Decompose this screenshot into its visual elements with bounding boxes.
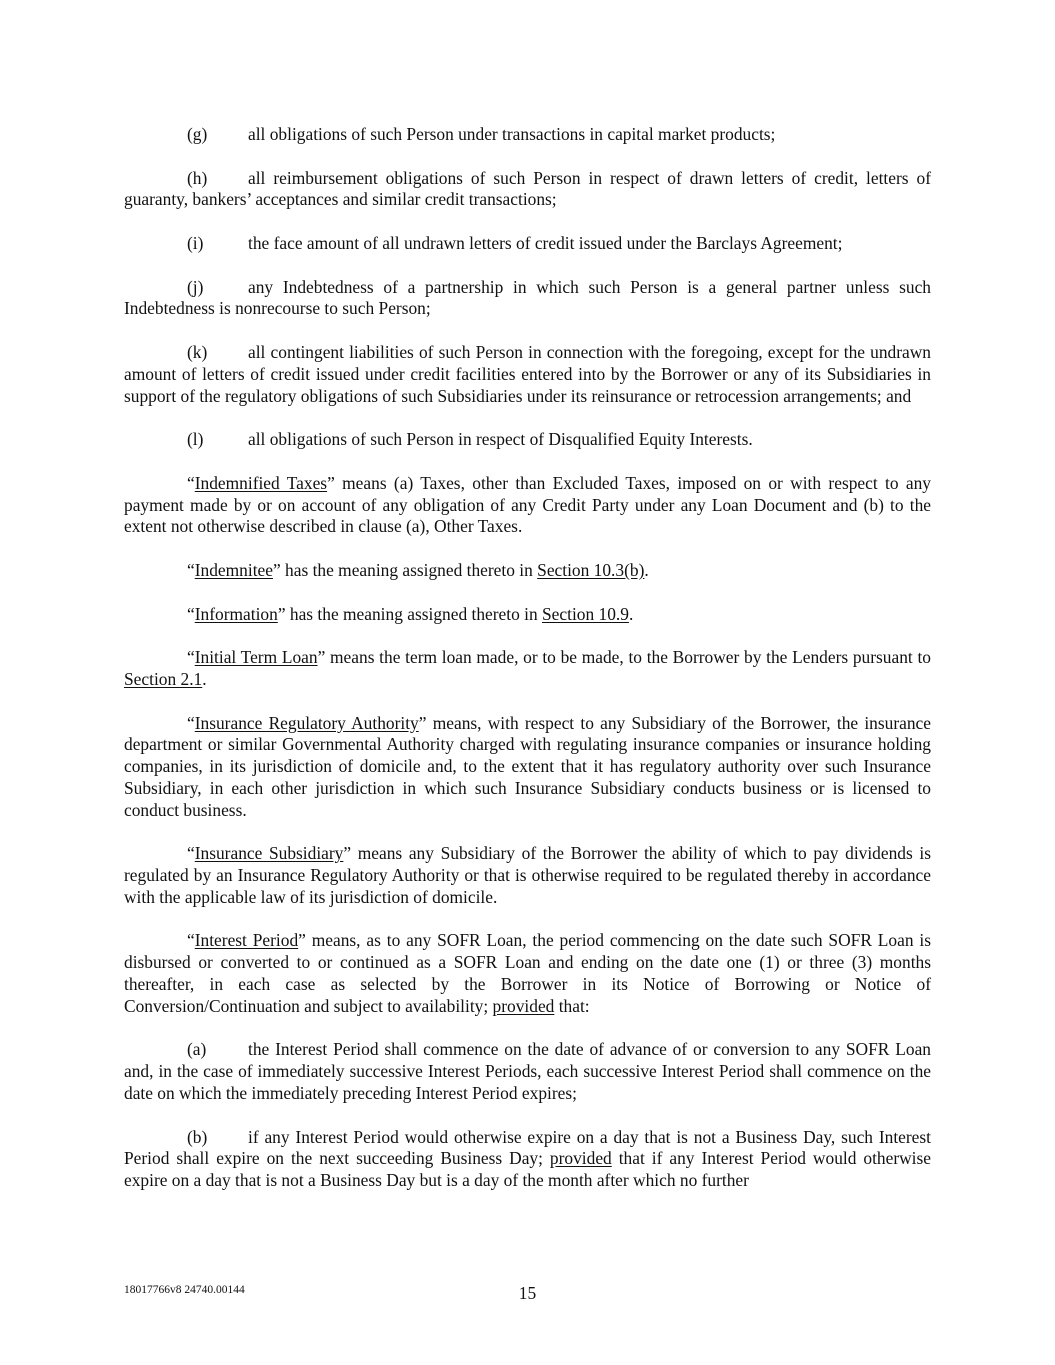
defined-term: Information xyxy=(194,603,278,624)
clause-g xyxy=(124,124,931,146)
definition-indemnitee: “Indemnitee” has the meaning assigned thereto in Section 10.3(b). xyxy=(187,559,649,580)
clause-i xyxy=(124,233,931,255)
proviso-term: provided xyxy=(492,995,555,1016)
definition-text: has the meaning assigned thereto in xyxy=(285,603,542,624)
definition-text: has the meaning assigned thereto in xyxy=(280,559,538,580)
defined-term: Insurance Regulatory Authority xyxy=(194,712,419,733)
clause-text: all reimbursement obligations of such Person in respect of drawn letters of credit, letters of guaranty, bankers’ acceptances and similar credit transactions; xyxy=(124,167,931,210)
clause-h xyxy=(124,168,931,212)
clause-label: (k) xyxy=(187,341,208,362)
defined-term: Interest Period xyxy=(194,930,299,951)
page-number: 15 xyxy=(518,1283,537,1303)
definition-text: means any Subsidiary of the Borrower the ability of which to pay dividends is regulated by an Insurance Regulatory Authority or that is otherwise required to be regulated thereby in accordance with the applicable law of its jurisdiction of domicile. xyxy=(124,843,931,907)
clause-label: (i) xyxy=(187,232,204,253)
clause-j xyxy=(124,277,931,321)
definition-insurance-subsidiary: “Insurance Subsidiary” means any Subsidiary of the Borrower the ability of which to pay dividends is regulated by an Insurance Regulatory Authority or that is otherwise required to be regulated thereby in accordance with the applicable law of its jurisdiction of domicile. xyxy=(124,843,931,907)
clause-text: if any Interest Period would otherwise expire on a day that is not a Business Day, such Interest Period shall expire on the next succeeding Business Day; xyxy=(124,1126,931,1169)
definition-initial-term-loan: “Initial Term Loan” means the term loan made, or to be made, to the Borrower by the Lenders pursuant to Section 2.1. xyxy=(124,647,931,689)
definition-text: means (a) Taxes, other than Excluded Taxes, imposed on or with respect to any payment made by or on account of any obligation of any Credit Party under any Loan Document and (b) to the extent not otherwise described in clause (a), Other Taxes. xyxy=(124,472,932,537)
section-reference: Section 10.9 xyxy=(542,603,629,624)
clause-text-continued: that if any Interest Period would otherwise expire on a day that is not a Business Day but is a day of the month after which no further xyxy=(124,1148,931,1191)
defined-term: Indemnitee xyxy=(194,559,273,580)
clause-label: (a) xyxy=(187,1039,207,1060)
definition-information: “Information” has the meaning assigned thereto in Section 10.9. xyxy=(187,603,634,624)
definition-text: means, with respect to any Subsidiary of the Borrower, the insurance department or similar Governmental Authority charged with regulating insurance companies or insurance holding companies, in its jurisdiction of domicile and, to the extent that it has regulatory authority over such Insurance Subsidiary, in each other jurisdiction in which such Insurance Subsidiary conducts business or is licensed to conduct business. xyxy=(124,712,931,820)
clause-text: all obligations of such Person under transactions in capital market products; xyxy=(248,124,776,144)
definition-text: means, as to any SOFR Loan, the period commencing on the date such SOFR Loan is disbursed or converted to or continued as a SOFR Loan and ending on the date one (1) or three (3) months thereafter, in each case as selected by the Borrower in its Notice of Borrowing or Notice of Conversion/Continuation and subject to availability; xyxy=(124,930,931,1016)
document-id: 18017766v8 24740.00144 xyxy=(124,1284,245,1296)
section-reference: Section 10.3(b) xyxy=(537,559,645,580)
definition-insurance-regulatory-authority: “Insurance Regulatory Authority” means, with respect to any Subsidiary of the Borrower, the insurance department or similar Governmental Authority charged with regulating insurance companies or insurance holding companies, in its jurisdiction of domicile and, to the extent that it has regulatory authority over such Insurance Subsidiary, in each other jurisdiction in which such Insurance Subsidiary conducts business or is licensed to conduct business. xyxy=(124,712,931,820)
proviso-term: provided xyxy=(549,1148,612,1169)
clause-b xyxy=(124,1127,931,1192)
clause-label: (g) xyxy=(187,124,208,144)
clause-l xyxy=(124,429,931,451)
clause-label: (l) xyxy=(187,429,204,450)
clause-text: all contingent liabilities of such Person in connection with the foregoing, except for the undrawn amount of letters of credit issued under credit facilities entered into by the Borrower or any of its Subsidiaries in support of the regulatory obligations of such Subsidiaries under its reinsurance or retrocession arrangements; and xyxy=(124,341,931,406)
defined-term: Insurance Subsidiary xyxy=(194,843,344,864)
clause-k xyxy=(124,342,931,407)
definition-interest-period: “Interest Period” means, as to any SOFR Loan, the period commencing on the date such SOFR Loan is disbursed or converted to or continued as a SOFR Loan and ending on the date one (1) or three (3) months thereafter, in each case as selected by the Borrower in its Notice of Borrowing or Notice of Conversion/Continuation and subject to availability; provided that: xyxy=(124,930,931,1016)
clause-label: (j) xyxy=(187,276,204,297)
clause-text: the Interest Period shall commence on the date of advance of or conversion to any SOFR Loan and, in the case of immediately successive Interest Periods, each successive Interest Period shall commence on the date on which the immediately preceding Interest Period expires; xyxy=(124,1039,931,1104)
clause-text: any Indebtedness of a partnership in which such Person is a general partner unless such Indebtedness is nonrecourse to such Person; xyxy=(124,276,931,319)
clause-text: all obligations of such Person in respect of Disqualified Equity Interests. xyxy=(248,429,753,450)
definition-text: means the term loan made, or to be made, to the Borrower by the Lenders pursuant to xyxy=(325,647,931,668)
clause-label: (h) xyxy=(187,167,208,188)
clause-text: the face amount of all undrawn letters of credit issued under the Barclays Agreement; xyxy=(248,232,843,253)
clause-a xyxy=(124,1039,931,1104)
defined-term: Initial Term Loan xyxy=(194,647,318,668)
definition-indemnified-taxes: “Indemnified Taxes” means (a) Taxes, other than Excluded Taxes, imposed on or with respect to any payment made by or on account of any obligation of any Credit Party under any Loan Document and (b) to the extent not otherwise described in clause (a), Other Taxes. xyxy=(124,472,932,537)
defined-term: Indemnified Taxes xyxy=(194,472,328,493)
document-body xyxy=(124,124,931,1214)
clause-label: (b) xyxy=(187,1126,208,1147)
section-reference: Section 2.1 xyxy=(124,668,203,689)
